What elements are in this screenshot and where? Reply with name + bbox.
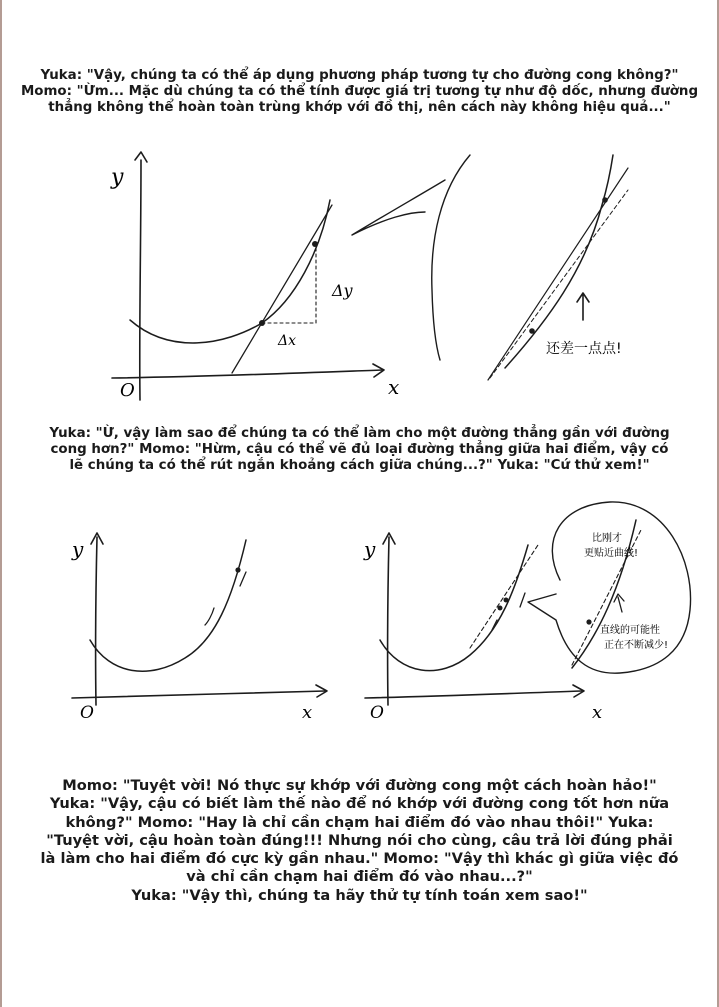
x-axis (112, 370, 382, 378)
left-x-label: x (302, 702, 313, 723)
dialogue-line: lẽ chúng ta có thể rút ngắn khoảng cách giữa chúng...?" Yuka: "Cứ thử xem!" (69, 458, 650, 473)
y-axis-label: y (111, 165, 124, 190)
dialogue-middle (0, 426, 719, 474)
note-bottom-line-2: 正在不断减少! (604, 640, 669, 651)
dialogue-line: "Tuyệt vời, cậu hoàn toàn đúng!!! Nhưng nói cho cùng, câu trả lời đúng phải (46, 831, 673, 849)
dialogue-line: Yuka: "Ừ, vậy làm sao để chúng ta có thể làm cho một đường thẳng gần với đường (49, 426, 670, 441)
right-tick-mark (520, 593, 525, 607)
left-arrow-mark (205, 608, 214, 625)
zoom-note: 还差一点点! (546, 341, 622, 357)
note-bottom-line-1: 直线的可能性 (600, 625, 660, 636)
delta-guides (262, 245, 316, 323)
note-top-line-1: 比刚才 (592, 533, 622, 544)
zoom-bubble-tail (352, 180, 445, 235)
dialogue-line: Momo: "Ừm... Mặc dù chúng ta có thể tính được giá trị tương tự như độ dốc, nhưng đường (20, 84, 699, 99)
left-tick-mark (240, 572, 246, 586)
point-a (259, 320, 265, 326)
right-y-axis (388, 537, 389, 705)
left-curve (90, 540, 246, 671)
origin-label: O (120, 380, 135, 401)
y-axis (140, 160, 141, 400)
zoom-point-a (529, 328, 535, 334)
dialogue-line: không?" Momo: "Hay là chỉ cần chạm hai điểm đó vào nhau thôi!" Yuka: (65, 813, 654, 831)
right-secant (470, 545, 538, 648)
x-axis-label: x (388, 375, 400, 399)
note-top-line-2: 更贴近曲线! (584, 548, 639, 559)
right-y-label: y (364, 537, 376, 561)
delta-x-label: Δx (278, 333, 297, 349)
zoom-point-b (602, 197, 608, 203)
arrow-up-icon (577, 293, 589, 320)
right-curve (380, 545, 528, 671)
right-x-axis (365, 691, 582, 698)
left-origin-label: O (80, 703, 94, 723)
curve (130, 200, 330, 343)
right-point-a (498, 606, 503, 611)
dialogue-line: Yuka: "Vậy, cậu có biết làm thế nào để nó khớp với đường cong tốt hơn nữa (49, 795, 670, 813)
zoom-arrow-icon (614, 594, 624, 612)
figure-secant-on-curve (0, 140, 719, 410)
figure-shrinking-secant (0, 495, 719, 740)
point-b (312, 241, 318, 247)
dialogue-line: là làm cho hai điểm đó cực kỳ gần nhau." Momo: "Vậy thì khác gì giữa việc đó (40, 850, 679, 868)
dialogue-line: Yuka: "Vậy thì, chúng ta hãy thử tự tính toán xem sao!" (131, 886, 588, 904)
dialogue-top (0, 68, 719, 116)
left-y-axis (96, 537, 97, 705)
left-point (235, 567, 240, 572)
zoom-point-2 (586, 619, 591, 624)
dialogue-line: Yuka: "Vậy, chúng ta có thể áp dụng phương pháp tương tự cho đường cong không?" (40, 68, 679, 83)
dialogue-line: Momo: "Tuyệt vời! Nó thực sự khớp với đường cong một cách hoàn hảo!" (62, 777, 657, 794)
dialogue-line: và chỉ cần chạm hai điểm đó vào nhau...?" (186, 868, 533, 886)
dialogue-bottom (0, 777, 719, 905)
right-origin-label: O (370, 703, 384, 723)
zoom-bubble-edge (432, 155, 470, 360)
dialogue-line: cong hơn?" Momo: "Hừm, cậu có thể vẽ đủ loại đường thẳng giữa hai điểm, vậy có (50, 442, 669, 457)
right-x-label: x (592, 702, 603, 723)
right-point-b (504, 598, 509, 603)
dialogue-line: thẳng không thể hoàn toàn trùng khớp với đồ thị, nên cách này không hiệu quả..." (48, 100, 671, 115)
left-x-axis (72, 691, 325, 698)
left-y-label: y (72, 537, 84, 561)
delta-y-label: Δy (332, 281, 353, 300)
